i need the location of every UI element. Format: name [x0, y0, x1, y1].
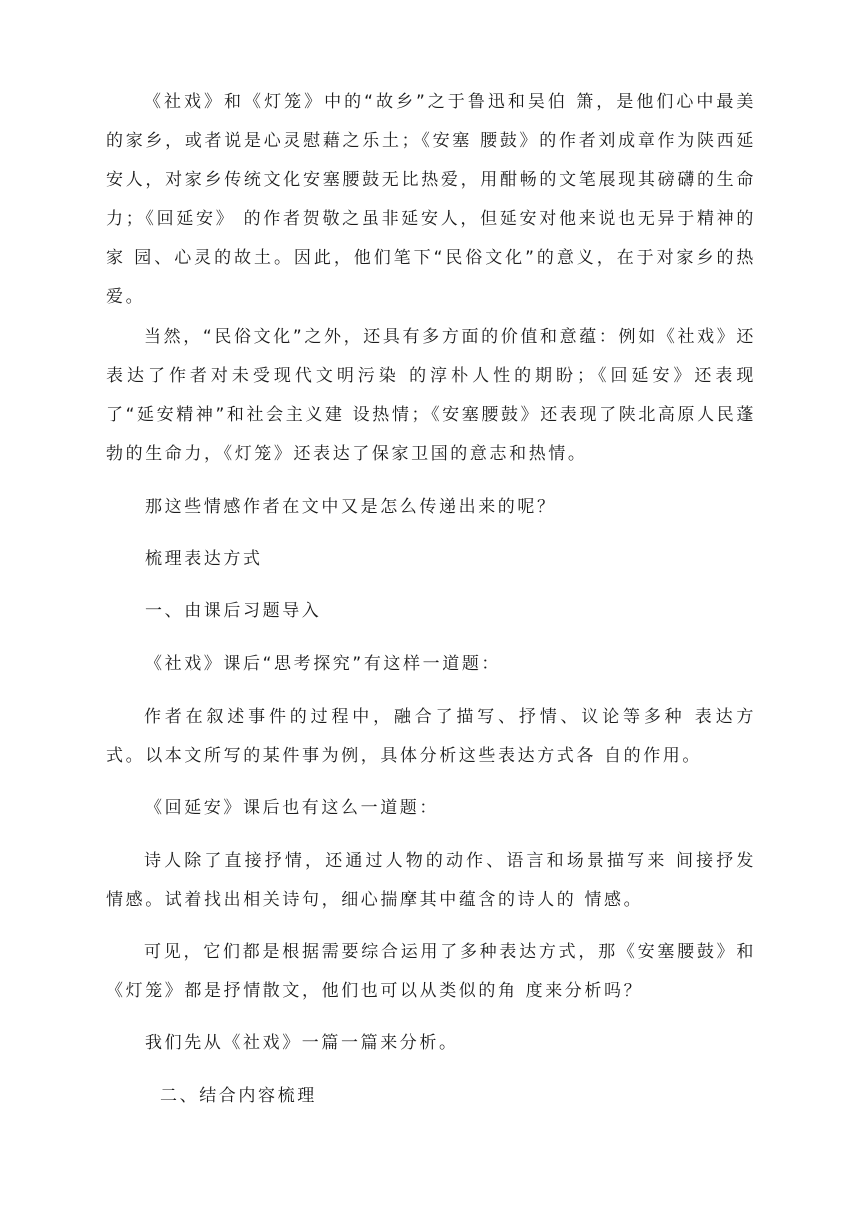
paragraph-shexi-exercise-intro: 《社戏》课后“思考探究”有这样一道题：	[145, 654, 502, 674]
paragraph-huiyanan-exercise-intro: 《回延安》课后也有这么一道题：	[145, 798, 439, 818]
paragraph-question: 那这些情感作者在文中又是怎么传递出来的呢？	[145, 497, 557, 517]
paragraph-shexi-exercise: 作者在叙述事件的过程中，融合了描写、抒情、议论等多种 表达方式。以本文所写的某件事为例，具体分析这些表达方式各 自的作用。	[106, 707, 756, 766]
section-heading-expression: 梳理表达方式	[145, 549, 263, 569]
paragraph-analysis-start: 我们先从《社戏》一篇一篇来分析。	[145, 1033, 459, 1053]
subheading-content-sorting: 二、结合内容梳理	[160, 1086, 317, 1106]
paragraph-hometown-meaning: 《社戏》和《灯笼》中的“故乡”之于鲁迅和吴伯 箫，是他们心中最美的家乡，或者说是心灵慰藉之乐土；《安塞 腰鼓》的作者刘成章作为陕西延安人，对家乡传统文化安塞腰鼓无比热爱，用酣畅的文笔展现其磅礴的生命力；《回延安》 的作者贺敬之虽非延安人，但延安对他来说也无异于精神的家 园、心灵的故土。因此，他们笔下“民俗文化”的意义，在于对家乡的热爱。	[106, 92, 756, 307]
subheading-exercise-intro: 一、由课后习题导入	[145, 601, 322, 621]
paragraph-conclusion: 可见，它们都是根据需要综合运用了多种表达方式，那《安塞腰鼓》和《灯笼》都是抒情散文，他们也可以从类似的角 度来分析吗？	[106, 942, 756, 1001]
paragraph-huiyanan-exercise: 诗人除了直接抒情，还通过人物的动作、语言和场景描写来 间接抒发情感。试着找出相关诗句，细心揣摩其中蕴含的诗人的 情感。	[106, 851, 756, 910]
paragraph-folk-culture-values: 当然，“民俗文化”之外，还具有多方面的价值和意蕴：例如《社戏》还表达了作者对未受现代文明污染 的淳朴人性的期盼；《回延安》还表现了“延安精神”和社会主义建 设热情；《安塞腰鼓》还表现了陕北高原人民蓬勃的生命力，《灯笼》还表达了保家卫国的意志和热情。	[106, 327, 756, 464]
